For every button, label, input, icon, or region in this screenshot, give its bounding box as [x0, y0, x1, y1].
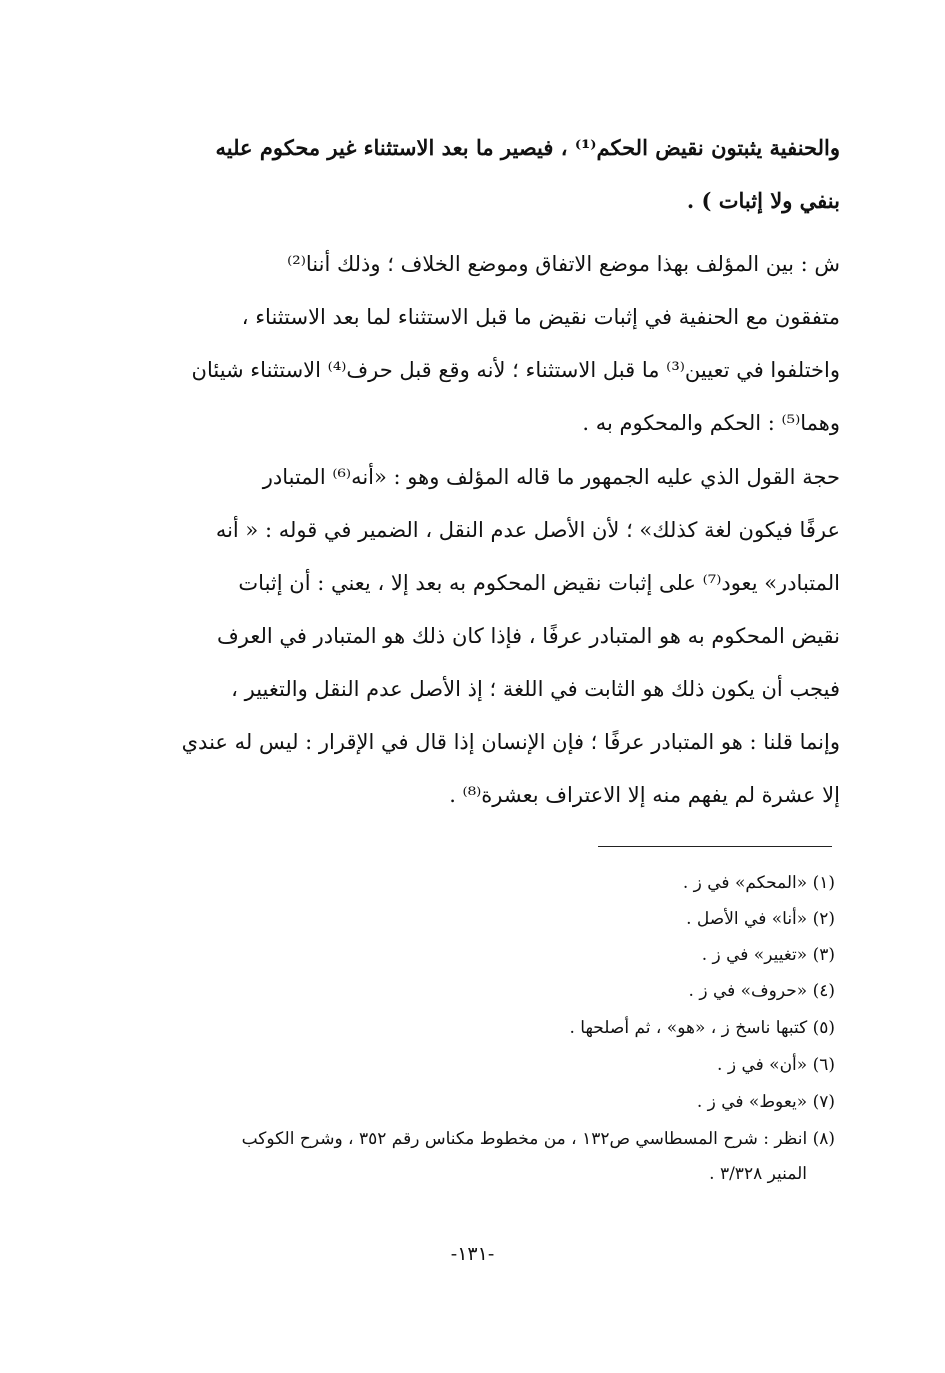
text-line: إلا عشرة لم يفهم منه إلا الاعتراف بعشرة⁽⁸⁾ .: [449, 783, 840, 807]
text-line: بنفي ولا إثبات ) .: [686, 188, 840, 213]
page-number: -١٣١-: [450, 1243, 495, 1265]
footnote-separator: [598, 846, 832, 847]
footnote: (٤) «حروف» في ز .: [688, 981, 835, 1001]
footnote: (٧) «يعوط» في ز .: [696, 1092, 835, 1112]
text-line: نقيض المحكوم به هو المتبادر عرفًا ، فإذا كان ذلك هو المتبادر في العرف: [217, 624, 840, 648]
text-line: متفقون مع الحنفية في إثبات نقيض ما قبل الاستثناء لما بعد الاستثناء ،: [241, 305, 840, 329]
text-line: واختلفوا في تعيين⁽³⁾ ما قبل الاستثناء ؛ لأنه وقع قبل حرف⁽⁴⁾ الاستثناء شيئان: [191, 358, 840, 382]
footnote: (٦) «أن» في ز .: [717, 1055, 835, 1075]
footnote: (٨) انظر : شرح المسطاسي ص١٣٢ ، من مخطوط مكناس رقم ٣٥٢ ، وشرح الكوكب: [241, 1129, 835, 1149]
text-line: وهما⁽⁵⁾ : الحكم والمحكوم به .: [582, 411, 840, 435]
footnote: (٥) كتبها ناسخ ز ، «هو» ، ثم أصلحها .: [569, 1018, 835, 1038]
text-line: والحنفية يثبتون نقيض الحكم⁽¹⁾ ، فيصير ما بعد الاستثناء غير محكوم عليه: [215, 135, 840, 160]
text-line: عرفًا فيكون لغة كذلك» ؛ لأن الأصل عدم النقل ، الضمير في قوله : « أنه: [215, 518, 840, 542]
text-line: فيجب أن يكون ذلك هو الثابت في اللغة ؛ إذ الأصل عدم النقل والتغيير ،: [231, 677, 840, 701]
text-line: حجة القول الذي عليه الجمهور ما قاله المؤلف وهو : «أنه⁽⁶⁾ المتبادر: [262, 465, 840, 489]
footnote: المنير ٣/٣٢٨ .: [709, 1164, 807, 1184]
text-line: وإنما قلنا : هو المتبادر عرفًا ؛ فإن الإنسان إذا قال في الإقرار : ليس له عندي: [181, 730, 840, 754]
footnote: (١) «المحكم» في ز .: [682, 873, 835, 893]
text-line: ش : بين المؤلف بهذا موضع الاتفاق وموضع الخلاف ؛ وذلك أننا⁽²⁾: [287, 252, 840, 276]
footnote: (٣) «تغيير» في ز .: [701, 945, 835, 965]
footnote: (٢) «أنا» في الأصل .: [686, 909, 835, 929]
text-line: المتبادر» يعود⁽⁷⁾ على إثبات نقيض المحكوم به بعد إلا ، يعني : أن إثبات: [238, 571, 840, 595]
